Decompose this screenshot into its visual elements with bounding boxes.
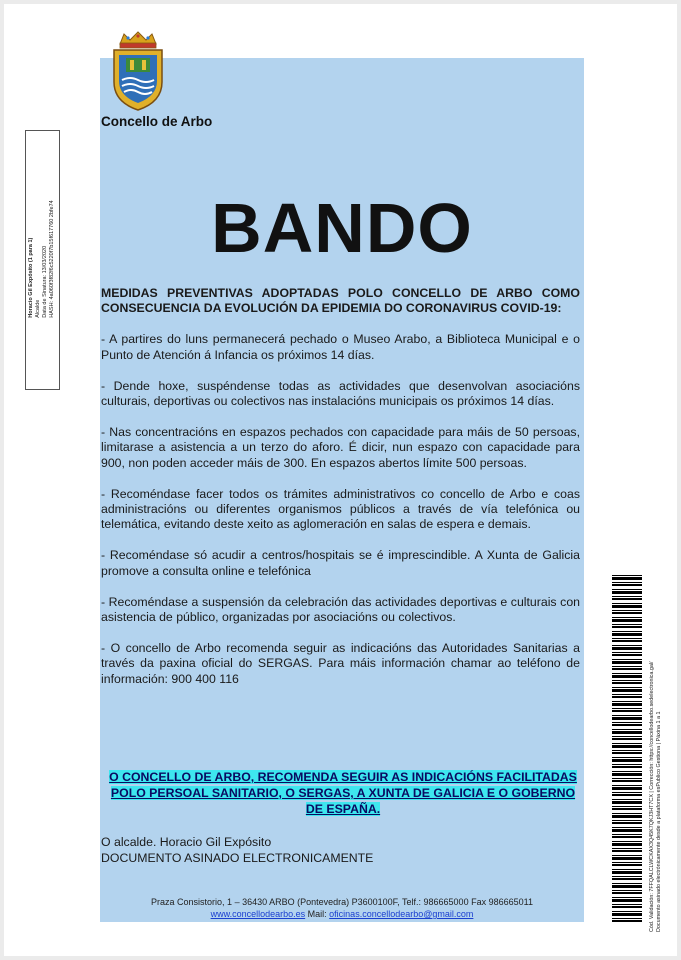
measure-item: - Recoméndase facer todos os trámites administrativos co concello de Arbo e coas administracións ou diferentes organismos públicos a través de vía telefónica ou telemática, evitando deste xeito as aglomeración en salas de espera e demais.: [101, 486, 580, 532]
signoff: [101, 834, 373, 866]
validation-code: Cód. Validación: 7FFQALCLWCKAX3Q45K7QKJ3HT7CX | Corrección: https://concellodearbo.sedelectronica.gal/: [649, 661, 655, 932]
signature-box: [25, 130, 60, 390]
footer: [100, 896, 584, 920]
barcode: [612, 572, 642, 922]
callout-text: O CONCELLO DE ARBO, RECOMENDA SEGUIR AS INDICACIÓNS FACILITADAS POLO PERSOAL SANITARIO, O SERGAS, A XUNTA DE GALICIA E O GOBERNO DE ESPAÑA.: [109, 770, 577, 816]
measure-item: - Dende hoxe, suspéndense todas as actividades que desenvolvan asociacións culturais, deportivas ou colectivos nas instalacións municipais os próximos 14 días.: [101, 378, 580, 409]
footer-address: Praza Consistorio, 1 – 36430 ARBO (Pontevedra) P3600100F, Telf.: 986665000 Fax 986665011: [151, 897, 533, 907]
email-link[interactable]: oficinas.concellodearbo@gmail.com: [329, 909, 474, 919]
signer-name: Horacio Gil Expósito (1 para 1): [28, 237, 34, 318]
recommendation-callout: [108, 769, 578, 817]
document-body: [101, 286, 580, 703]
signer-role: Alcalde: [35, 299, 41, 318]
measure-item: - Nas concentracións en espazos pechados con capacidade para máis de 50 persoas, limitarase a asistencia a un terzo do aforo. É dicir, nun espazo con capacidade para 900, non poden acceder máis de 300. En espazos abertos límite 500 persoas.: [101, 425, 580, 470]
signature-date: Data de Sinatura: 13/03/2020: [42, 245, 48, 318]
mayor-signature-line: O alcalde. Horacio Gil Expósito: [101, 835, 272, 849]
electronic-signature-note: DOCUMENTO ASINADO ELECTRONICAMENTE: [101, 851, 374, 865]
mail-label: Mail:: [305, 909, 330, 919]
intro-heading: MEDIDAS PREVENTIVAS ADOPTADAS POLO CONCELLO DE ARBO COMO CONSECUENCIA DA EVOLUCIÓN DA EPIDEMIA DO CORONAVIRUS COVID-19:: [101, 286, 580, 316]
footer-contacts: [100, 908, 584, 920]
signature-hash: HASH: 4a060f3f82f6c5220f7b15f617760 2bfe74: [49, 200, 55, 318]
measure-item: - A partires do luns permanecerá pechado o Museo Arabo, a Biblioteca Municipal e o Punto de Atención á Infancia os próximos 14 días.: [101, 332, 580, 362]
council-name: Concello de Arbo: [101, 114, 213, 129]
website-link[interactable]: www.concellodearbo.es: [210, 909, 306, 919]
coat-of-arms-logo: [108, 30, 168, 112]
validation-platform-note: Documento asinado electrónicamente desde a plataforma esPublico Gestiona | Páxina 1 a 1: [656, 711, 662, 932]
measure-item: - O concello de Arbo recomenda seguir as indicacións das Autoridades Sanitarias a través da paxina oficial do SERGAS. Para máis información chamar ao teléfono de información: 900 400 116: [101, 641, 580, 686]
signature-details: [28, 200, 56, 317]
document-title: BANDO: [211, 189, 473, 267]
measure-item: - Recoméndase só acudir a centros/hospitais se é imprescindible. A Xunta de Galicia promove a consulta online e telefónica: [101, 548, 580, 578]
measure-item: - Recoméndase a suspensión da celebración das actividades deportivas e culturais con asistencia de público, organizadas por asociacións ou colectivos.: [101, 594, 580, 625]
